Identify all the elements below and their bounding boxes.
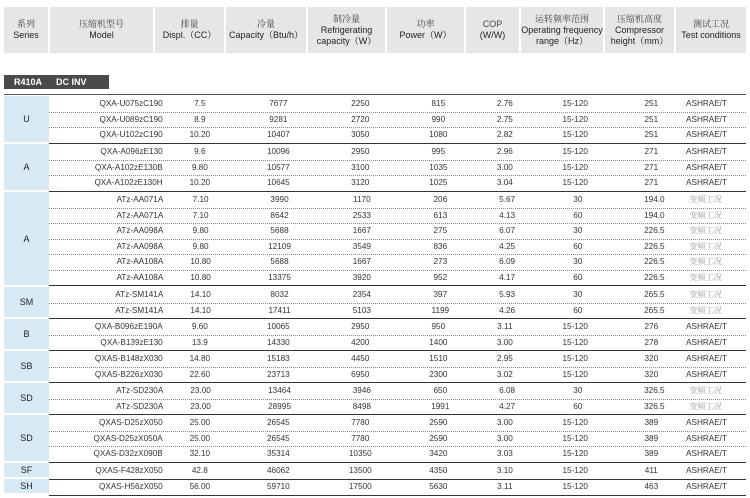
cell-disp: 10.80 <box>190 272 211 282</box>
cell-cop: 2.76 <box>496 99 513 109</box>
cell-disp: 25.00 <box>189 433 211 443</box>
cell-model: QXAS-H56zX050 <box>99 482 163 492</box>
cell-test: ASHRAE/T <box>686 354 727 364</box>
series-cell: SM <box>4 287 49 317</box>
cell-cap: 10645 <box>266 178 290 188</box>
cell-cap: 13375 <box>268 272 291 282</box>
cell-h: 326.5 <box>644 401 665 411</box>
cell-cop: 3.00 <box>496 433 513 443</box>
cell-model: ATz-AA098A <box>116 226 164 236</box>
table-row <box>49 335 746 352</box>
cell-freq: 15-120 <box>562 449 588 459</box>
cell-test: ASHRAE/T <box>686 433 727 443</box>
cell-disp: 56.00 <box>189 482 211 492</box>
series-cell: U <box>4 96 49 142</box>
table-row <box>49 431 746 448</box>
series-cell: SH <box>4 479 49 493</box>
header-displ-cn: 排量 <box>180 19 199 29</box>
table-row <box>49 175 746 192</box>
cell-cop: 3.10 <box>496 466 513 476</box>
cell-pow: 815 <box>431 99 446 109</box>
header-test-cn: 测试工况 <box>692 19 729 29</box>
cell-test: ASHRAE/T <box>686 482 727 492</box>
cell-cop: 3.00 <box>496 162 513 172</box>
cell-freq: 15-120 <box>562 354 588 364</box>
cell-h: 278 <box>644 337 659 347</box>
cell-model: ATz-AA071A <box>116 210 164 220</box>
table-row <box>49 463 746 480</box>
cell-ref: 2354 <box>352 290 371 300</box>
cell-ref: 10350 <box>348 449 372 459</box>
cell-model: QXAS-F428zX050 <box>95 466 163 476</box>
cell-cap: 3990 <box>270 195 289 205</box>
cell-ref: 13500 <box>348 466 372 476</box>
cell-cop: 2.96 <box>496 147 513 157</box>
cell-cop: 3.02 <box>496 369 513 379</box>
cell-disp: 32.10 <box>189 449 211 459</box>
cell-pow: 2590 <box>429 433 448 443</box>
table-row <box>49 127 746 144</box>
cell-test: 变频工况 <box>689 305 722 315</box>
header-model-cn: 压缩机型号 <box>78 19 124 29</box>
cell-test: ASHRAE/T <box>686 466 727 476</box>
cell-test: ASHRAE/T <box>686 418 727 428</box>
cell-h: 226.5 <box>644 241 665 251</box>
cell-pow: 2590 <box>429 418 448 428</box>
cell-test: 变频工况 <box>689 272 722 282</box>
cell-h: 389 <box>644 449 659 459</box>
cell-pow: 1510 <box>429 354 448 364</box>
cell-disp: 9.80 <box>191 162 208 172</box>
cell-pow: 1025 <box>429 178 448 188</box>
header-model <box>50 7 153 53</box>
table-row <box>49 270 746 287</box>
cell-ref: 2950 <box>351 322 370 332</box>
table-row <box>49 208 746 225</box>
cell-h: 226.5 <box>644 226 665 236</box>
cell-test: 变频工况 <box>689 210 722 220</box>
cell-h: 389 <box>644 418 659 428</box>
cell-cop: 4.26 <box>499 305 516 315</box>
cell-freq: 60 <box>573 401 583 411</box>
cell-cop: 3.11 <box>497 482 513 492</box>
cell-test: 变频工况 <box>689 226 722 236</box>
cell-model: QXA-B096zE190A <box>94 322 163 332</box>
table-top-rule <box>4 94 746 95</box>
series-cell: B <box>4 319 49 349</box>
cell-model: ATz-SD230A <box>116 401 164 411</box>
cell-freq: 15-120 <box>562 99 588 109</box>
cell-h: 320 <box>644 369 659 379</box>
cell-disp: 9.60 <box>191 322 208 332</box>
cell-ref: 2720 <box>351 114 370 124</box>
cell-h: 251 <box>644 114 659 124</box>
cell-freq: 60 <box>573 210 583 220</box>
cell-cop: 2.75 <box>496 114 513 124</box>
series-cell: SD <box>4 383 49 413</box>
cell-cap: 14330 <box>266 337 290 347</box>
cell-h: 411 <box>644 466 658 476</box>
header-test-en: Test conditions <box>681 30 741 40</box>
header-frequency <box>521 7 603 53</box>
cell-h: 226.5 <box>644 257 665 267</box>
cell-pow: 5630 <box>429 482 448 492</box>
cell-disp: 42.8 <box>191 466 208 476</box>
cell-model: QXAS-D25zX050 <box>99 418 163 428</box>
table-row <box>49 96 746 113</box>
cell-cap: 46062 <box>266 466 290 476</box>
cell-freq: 30 <box>573 226 583 236</box>
cell-pow: 950 <box>431 322 446 332</box>
cell-cop: 4.25 <box>499 241 516 251</box>
cell-h: 271 <box>644 178 659 188</box>
cell-cap: 10407 <box>266 130 290 140</box>
header-cop <box>466 7 519 53</box>
cell-freq: 15-120 <box>562 482 588 492</box>
table-row <box>49 367 746 384</box>
header-frequency-en2: range（Hz） <box>535 35 589 46</box>
cell-freq: 30 <box>573 195 583 205</box>
cell-test: 变频工况 <box>689 386 722 396</box>
cell-cop: 2.95 <box>496 354 513 364</box>
cell-cap: 9281 <box>269 114 288 124</box>
cell-pow: 206 <box>433 195 448 205</box>
cell-ref: 4200 <box>351 337 370 347</box>
series-cell: SF <box>4 463 49 477</box>
cell-h: 251 <box>644 130 659 140</box>
cell-cop: 4.27 <box>499 401 516 411</box>
cell-test: 变频工况 <box>689 257 722 267</box>
cell-model: ATz-AA108A <box>116 257 164 267</box>
cell-ref: 1170 <box>353 195 371 205</box>
cell-model: ATz-AA098A <box>116 241 164 251</box>
cell-freq: 30 <box>573 386 583 396</box>
cell-cap: 15183 <box>266 354 290 364</box>
cell-cop: 3.00 <box>496 418 513 428</box>
cell-model: ATz-SM141A <box>115 305 164 315</box>
header-capacity-en: Capacity（Btu/h） <box>228 30 304 40</box>
cell-freq: 15-120 <box>562 178 588 188</box>
cell-cop: 3.03 <box>496 449 513 459</box>
cell-freq: 30 <box>573 290 583 300</box>
cell-disp: 23.00 <box>190 401 211 411</box>
cell-h: 265.5 <box>644 290 665 300</box>
table-header <box>4 7 746 53</box>
series-cell: SD <box>4 415 49 461</box>
cell-h: 463 <box>644 482 659 492</box>
cell-pow: 1400 <box>429 337 448 347</box>
cell-freq: 60 <box>573 272 583 282</box>
cell-disp: 7.5 <box>194 99 206 109</box>
cell-test: ASHRAE/T <box>686 99 727 109</box>
header-refrigerating-en2: capacity（W） <box>316 35 377 46</box>
cell-test: 变频工况 <box>689 290 722 300</box>
table-row <box>49 192 746 209</box>
cell-test: ASHRAE/T <box>686 162 727 172</box>
cell-test: 变频工况 <box>689 401 722 411</box>
cell-h: 226.5 <box>644 272 665 282</box>
header-power-cn: 功率 <box>416 19 435 29</box>
cell-model: ATz-AA108A <box>116 272 164 282</box>
header-capacity <box>226 7 306 53</box>
cell-freq: 15-120 <box>562 322 588 332</box>
cell-test: ASHRAE/T <box>686 130 727 140</box>
cell-ref: 1667 <box>352 226 371 236</box>
cell-cap: 12109 <box>268 241 291 251</box>
table-row <box>49 239 746 256</box>
cell-model: QXA-U075zC190 <box>99 99 163 109</box>
group-refrigerant: R410A <box>14 77 43 87</box>
header-displ <box>155 7 224 53</box>
cell-disp: 23.00 <box>190 386 211 396</box>
cell-freq: 15-120 <box>562 147 588 157</box>
cell-h: 271 <box>644 147 659 157</box>
cell-cap: 10065 <box>266 322 290 332</box>
cell-disp: 13.9 <box>191 337 208 347</box>
cell-cap: 10577 <box>266 162 290 172</box>
cell-ref: 6950 <box>351 369 370 379</box>
table-row <box>49 254 746 271</box>
header-frequency-en: Operating frequency <box>521 24 603 35</box>
cell-model: QXA-U102zC190 <box>99 130 163 140</box>
table-row <box>49 415 746 432</box>
cell-pow: 650 <box>433 386 448 396</box>
cell-pow: 3420 <box>429 449 448 459</box>
cell-ref: 2950 <box>351 147 370 157</box>
cell-h: 251 <box>644 99 659 109</box>
cell-pow: 836 <box>433 241 448 251</box>
cell-cop: 3.04 <box>496 178 513 188</box>
cell-pow: 1080 <box>429 130 448 140</box>
cell-cap: 8032 <box>270 290 289 300</box>
cell-pow: 1035 <box>429 162 448 172</box>
cell-pow: 2300 <box>429 369 448 379</box>
cell-model: QXA-A102zE130H <box>94 178 163 188</box>
cell-cop: 6.08 <box>499 386 516 396</box>
cell-cop: 3.11 <box>497 322 513 332</box>
header-series <box>4 7 48 53</box>
header-frequency-cn: 运转频率范围 <box>534 13 589 24</box>
header-height-en2: height（mm） <box>610 35 669 46</box>
cell-model: ATz-SM141A <box>115 290 164 300</box>
cell-disp: 22.60 <box>189 369 211 379</box>
cell-ref: 7780 <box>351 418 370 428</box>
cell-freq: 15-120 <box>562 130 588 140</box>
header-model-en: Model <box>89 30 114 40</box>
cell-test: 变频工况 <box>689 195 722 205</box>
cell-cap: 23713 <box>266 369 290 379</box>
table-row <box>49 446 746 463</box>
cell-h: 194.0 <box>644 210 665 220</box>
cell-cap: 17411 <box>268 305 291 315</box>
series-cell: A <box>4 144 49 190</box>
cell-ref: 3920 <box>352 272 371 282</box>
cell-freq: 15-120 <box>562 369 588 379</box>
cell-model: QXA-A102zE130B <box>94 162 163 172</box>
cell-model: QXAS-D25zX050A <box>93 433 163 443</box>
cell-model: QXA-A096zE130 <box>100 147 163 157</box>
series-cell: SB <box>4 351 49 381</box>
cell-test: ASHRAE/T <box>686 322 727 332</box>
cell-test: 变频工况 <box>689 241 722 251</box>
cell-freq: 30 <box>573 257 583 267</box>
table-row <box>49 144 746 161</box>
cell-h: 271 <box>644 162 659 172</box>
cell-disp: 10.20 <box>189 178 211 188</box>
cell-cap: 26545 <box>266 418 290 428</box>
cell-test: ASHRAE/T <box>686 449 727 459</box>
cell-test: ASHRAE/T <box>686 147 727 157</box>
cell-model: QXA-U089zC190 <box>99 114 163 124</box>
header-height-en: Compressor <box>614 24 664 35</box>
header-cop-en: (W/W) <box>479 30 506 40</box>
cell-cap: 10096 <box>266 147 290 157</box>
header-refrigerating <box>308 7 385 53</box>
cell-pow: 995 <box>431 147 446 157</box>
cell-test: ASHRAE/T <box>686 114 727 124</box>
cell-disp: 9.80 <box>192 241 209 251</box>
cell-ref: 2250 <box>351 99 370 109</box>
table-row <box>49 383 746 400</box>
cell-cap: 5688 <box>270 226 289 236</box>
cell-h: 194.0 <box>644 195 665 205</box>
cell-pow: 4350 <box>429 466 448 476</box>
header-power <box>387 7 464 53</box>
cell-ref: 3549 <box>352 241 371 251</box>
header-series-cn: 系列 <box>16 19 35 29</box>
cell-freq: 15-120 <box>562 466 588 476</box>
table-row <box>49 303 746 320</box>
header-refrigerating-cn: 制冷量 <box>332 13 360 24</box>
cell-disp: 7.10 <box>192 195 209 205</box>
cell-ref: 5103 <box>352 305 371 315</box>
cell-pow: 1991 <box>431 401 450 411</box>
cell-model: QXAS-D32zX090B <box>93 449 163 459</box>
header-power-en: Power（W） <box>399 30 452 40</box>
cell-model: QXAS-B148zX030 <box>94 354 163 364</box>
header-displ-en: Displ.（CC） <box>162 30 217 40</box>
header-height <box>605 7 674 53</box>
cell-ref: 7780 <box>351 433 370 443</box>
cell-cap: 8642 <box>270 210 289 220</box>
table-row <box>49 112 746 129</box>
cell-ref: 2533 <box>352 210 371 220</box>
cell-disp: 10.20 <box>189 130 211 140</box>
header-height-cn: 压缩机高度 <box>616 13 662 24</box>
cell-cop: 5.67 <box>499 195 516 205</box>
header-test <box>676 7 746 53</box>
cell-ref: 3120 <box>351 178 370 188</box>
table-row <box>49 287 746 304</box>
cell-cap: 35314 <box>266 449 290 459</box>
cell-h: 276 <box>644 322 659 332</box>
cell-freq: 60 <box>573 241 583 251</box>
cell-freq: 15-120 <box>562 433 588 443</box>
cell-ref: 17500 <box>348 482 372 492</box>
cell-cap: 13464 <box>268 386 291 396</box>
cell-pow: 613 <box>433 210 448 220</box>
cell-disp: 9.6 <box>194 147 206 157</box>
cell-ref: 1667 <box>352 257 371 267</box>
cell-pow: 273 <box>433 257 448 267</box>
cell-pow: 1199 <box>431 305 450 315</box>
cell-disp: 9.80 <box>192 226 209 236</box>
cell-test: ASHRAE/T <box>686 369 727 379</box>
cell-freq: 15-120 <box>562 162 588 172</box>
cell-cop: 4.17 <box>499 272 516 282</box>
table-row <box>49 351 746 368</box>
cell-ref: 8498 <box>352 401 371 411</box>
cell-cop: 5.93 <box>499 290 516 300</box>
series-cell: A <box>4 192 49 285</box>
cell-disp: 10.80 <box>190 257 211 267</box>
cell-ref: 3100 <box>351 162 370 172</box>
cell-model: ATz-SD230A <box>116 386 164 396</box>
cell-ref: 3946 <box>352 386 371 396</box>
cell-cap: 59710 <box>266 482 290 492</box>
cell-cap: 26545 <box>266 433 290 443</box>
cell-model: QXAS-B226zX030 <box>94 369 163 379</box>
cell-freq: 15-120 <box>562 114 588 124</box>
table-row <box>49 479 746 496</box>
cell-freq: 60 <box>573 305 583 315</box>
cell-disp: 25.00 <box>189 418 211 428</box>
table-row <box>49 160 746 177</box>
cell-h: 389 <box>644 433 659 443</box>
cell-ref: 3050 <box>351 130 370 140</box>
cell-disp: 7.10 <box>192 210 209 220</box>
cell-test: ASHRAE/T <box>686 178 727 188</box>
cell-disp: 8.9 <box>194 114 206 124</box>
cell-cap: 5688 <box>270 257 289 267</box>
header-cop-cn: COP <box>482 19 503 29</box>
cell-cap: 7677 <box>269 99 288 109</box>
cell-model: ATz-AA071A <box>116 195 164 205</box>
cell-h: 320 <box>644 354 659 364</box>
table-row <box>49 223 746 240</box>
header-refrigerating-en: Refrigerating <box>320 24 373 35</box>
cell-disp: 14.10 <box>190 305 211 315</box>
cell-cop: 6.07 <box>499 226 516 236</box>
cell-cap: 28995 <box>268 401 291 411</box>
header-series-en: Series <box>13 30 39 40</box>
cell-disp: 14.10 <box>190 290 211 300</box>
cell-h: 326.5 <box>644 386 665 396</box>
cell-test: ASHRAE/T <box>686 337 727 347</box>
cell-cop: 4.13 <box>499 210 516 220</box>
group-type: DC INV <box>56 77 87 87</box>
cell-pow: 275 <box>433 226 448 236</box>
cell-cop: 2.82 <box>496 130 513 140</box>
header-capacity-cn: 冷量 <box>256 19 275 29</box>
group-bar <box>4 75 109 89</box>
cell-pow: 990 <box>431 114 446 124</box>
table-row <box>49 319 746 336</box>
cell-cop: 6.09 <box>499 257 516 267</box>
cell-ref: 4450 <box>351 354 370 364</box>
cell-freq: 15-120 <box>562 337 588 347</box>
cell-freq: 15-120 <box>562 418 588 428</box>
cell-h: 265.5 <box>644 305 665 315</box>
cell-disp: 14.80 <box>189 354 211 364</box>
cell-cop: 3.00 <box>496 337 513 347</box>
table-row <box>49 399 746 416</box>
cell-pow: 952 <box>433 272 448 282</box>
cell-pow: 397 <box>433 290 448 300</box>
cell-model: QXA-B139zE130 <box>100 337 163 347</box>
